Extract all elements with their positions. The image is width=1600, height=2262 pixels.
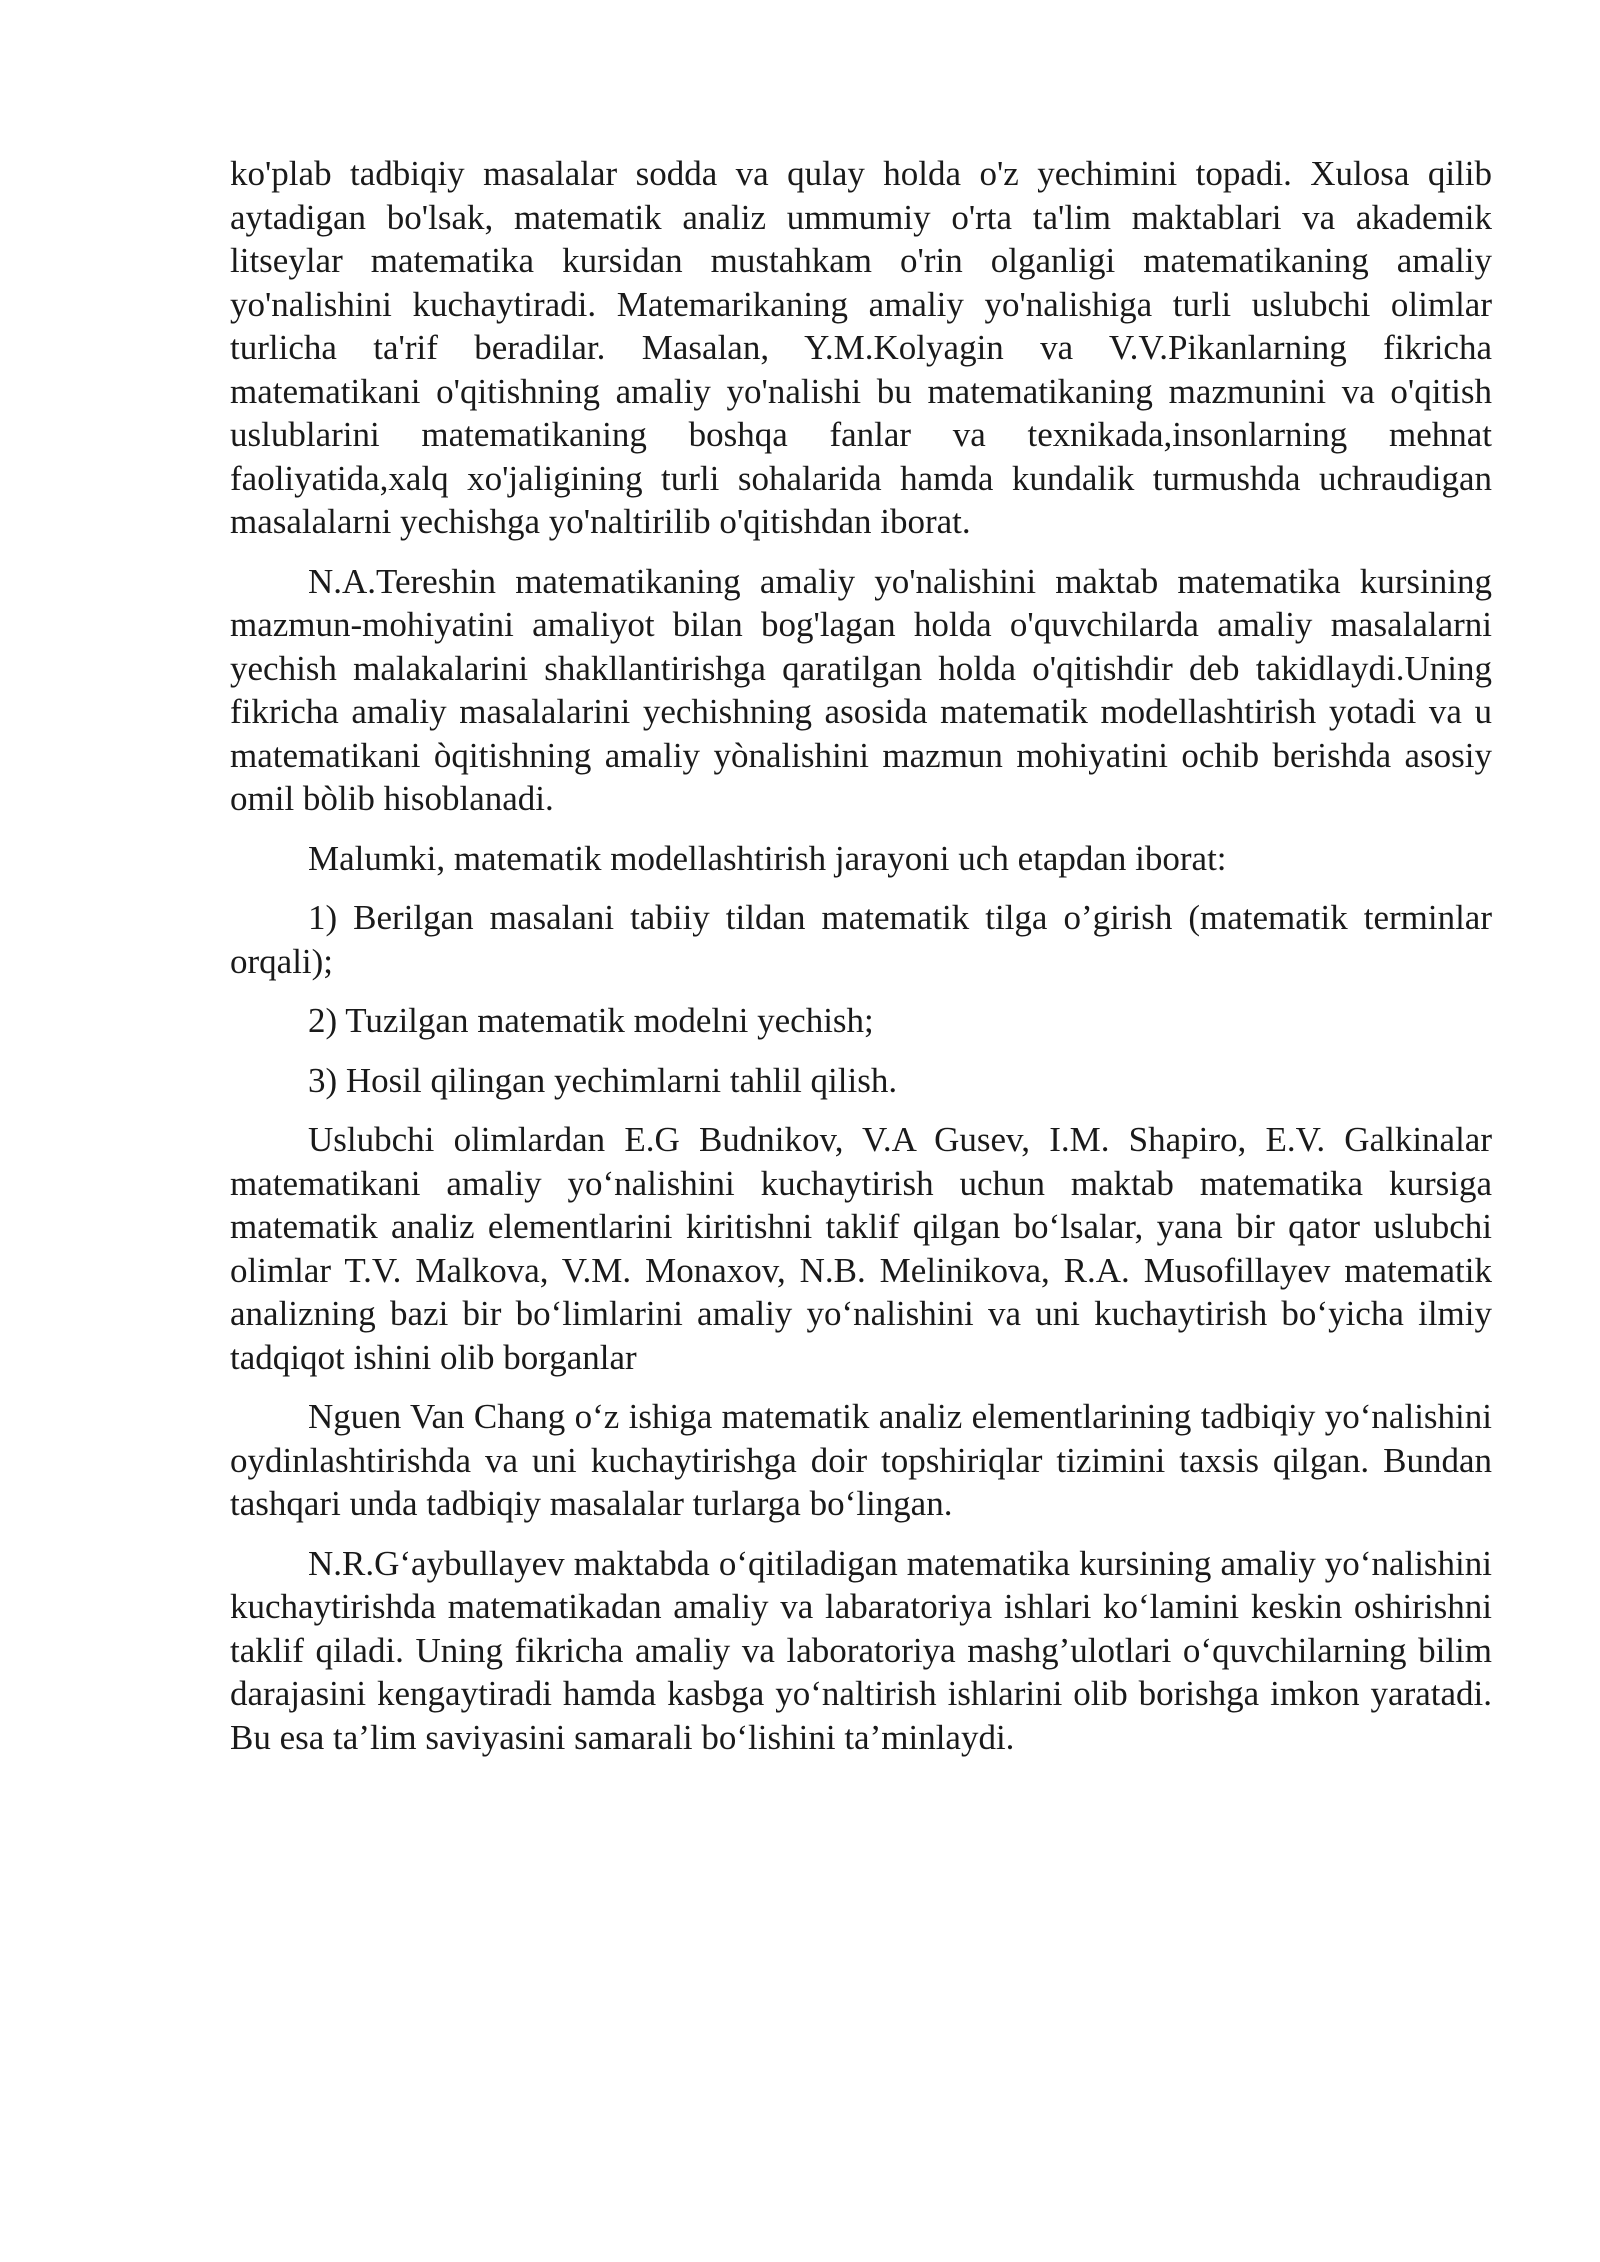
list-item-1: 1) Berilgan masalani tabiiy tildan matematik tilga o’girish (matematik terminlar orqali);: [230, 898, 1492, 981]
document-page: [230, 152, 1492, 1775]
paragraph-5: Nguen Van Chang o‘z ishiga matematik analiz elementlarining tadbiqiy yo‘nalishini oydinlashtirishda va uni kuchaytirishga doir topshiriqlar tizimini taxsis qilgan. Bundan tashqari unda tadbiqiy masalalar turlarga bo‘lingan.: [230, 1397, 1492, 1523]
list-item-3: 3) Hosil qilingan yechimlarni tahlil qilish.: [308, 1060, 898, 1100]
paragraph-3: Malumki, matematik modellashtirish jarayoni uch etapdan iborat:: [308, 838, 1227, 878]
list-item-2: 2) Tuzilgan matematik modelni yechish;: [308, 1001, 874, 1040]
paragraph-1: ko'plab tadbiqiy masalalar sodda va qulay holda o'z yechimini topadi. Xulosa qilib aytadigan bo'lsak, matematik analiz ummumiy o'rta ta'lim maktablari va akademik litseylar matematika kursidan mustahkam o'rin olganligi matematikaning amaliy yo'nalishini kuchaytiradi. Matemarikaning amaliy yo'nalishiga turli uslubchi olimlar turlicha ta'rif beradilar. Masalan, Y.M.Kolyagin va V.V.Pikanlarning fikricha matematikani o'qitishning amaliy yo'nalishi bu matematikaning mazmunini va o'qitish uslublarini matematikaning boshqa fanlar va texnikada,insonlarning mehnat faoliyatida,xalq xo'jaligining turli sohalarida hamda kundalik turmushda uchraudigan masalalarni yechishga yo'naltirilib o'qitishdan iborat.: [230, 154, 1492, 541]
paragraph-6: N.R.G‘aybullayev maktabda o‘qitiladigan matematika kursining amaliy yo‘nalishini kuchaytirishda matematikadan amaliy va labaratoriya ishlari ko‘lamini keskin oshirishni taklif qiladi. Uning fikricha amaliy va laboratoriya mashg’ulotlari o‘quvchilarning bilim darajasini kengaytiradi hamda kasbga yo‘naltirish ishlarini olib borishga imkon yaratadi. Bu esa ta’lim saviyasini samarali bo‘lishini ta’minlaydi.: [230, 1543, 1492, 1757]
paragraph-2: N.A.Tereshin matematikaning amaliy yo'nalishini maktab matematika kursining mazmun-mohiyatini amaliyot bilan bog'lagan holda o'quvchilarda amaliy masalalarni yechish malakalarini shakllantirishga qaratilgan holda o'qitishdir deb takidlaydi.Uning fikricha amaliy masalalarini yechishning asosida matematik modellashtirish yotadi va u matematikani òqitishning amaliy yònalishini mazmun mohiyatini ochib berishda asosiy omil bòlib hisoblanadi.: [230, 561, 1492, 818]
paragraph-4: Uslubchi olimlardan E.G Budnikov, V.A Gusev, I.M. Shapiro, E.V. Galkinalar matematikani amaliy yo‘nalishini kuchaytirish uchun maktab matematika kursiga matematik analiz elementlarini kiritishni taklif qilgan bo‘lsalar, yana bir qator uslubchi olimlar T.V. Malkova, V.M. Monaxov, N.B. Melinikova, R.A. Musofillayev matematik analizning bazi bir bo‘limlarini amaliy yo‘nalishini va uni kuchaytirish bo‘yicha ilmiy tadqiqot ishini olib borganlar: [230, 1120, 1492, 1377]
